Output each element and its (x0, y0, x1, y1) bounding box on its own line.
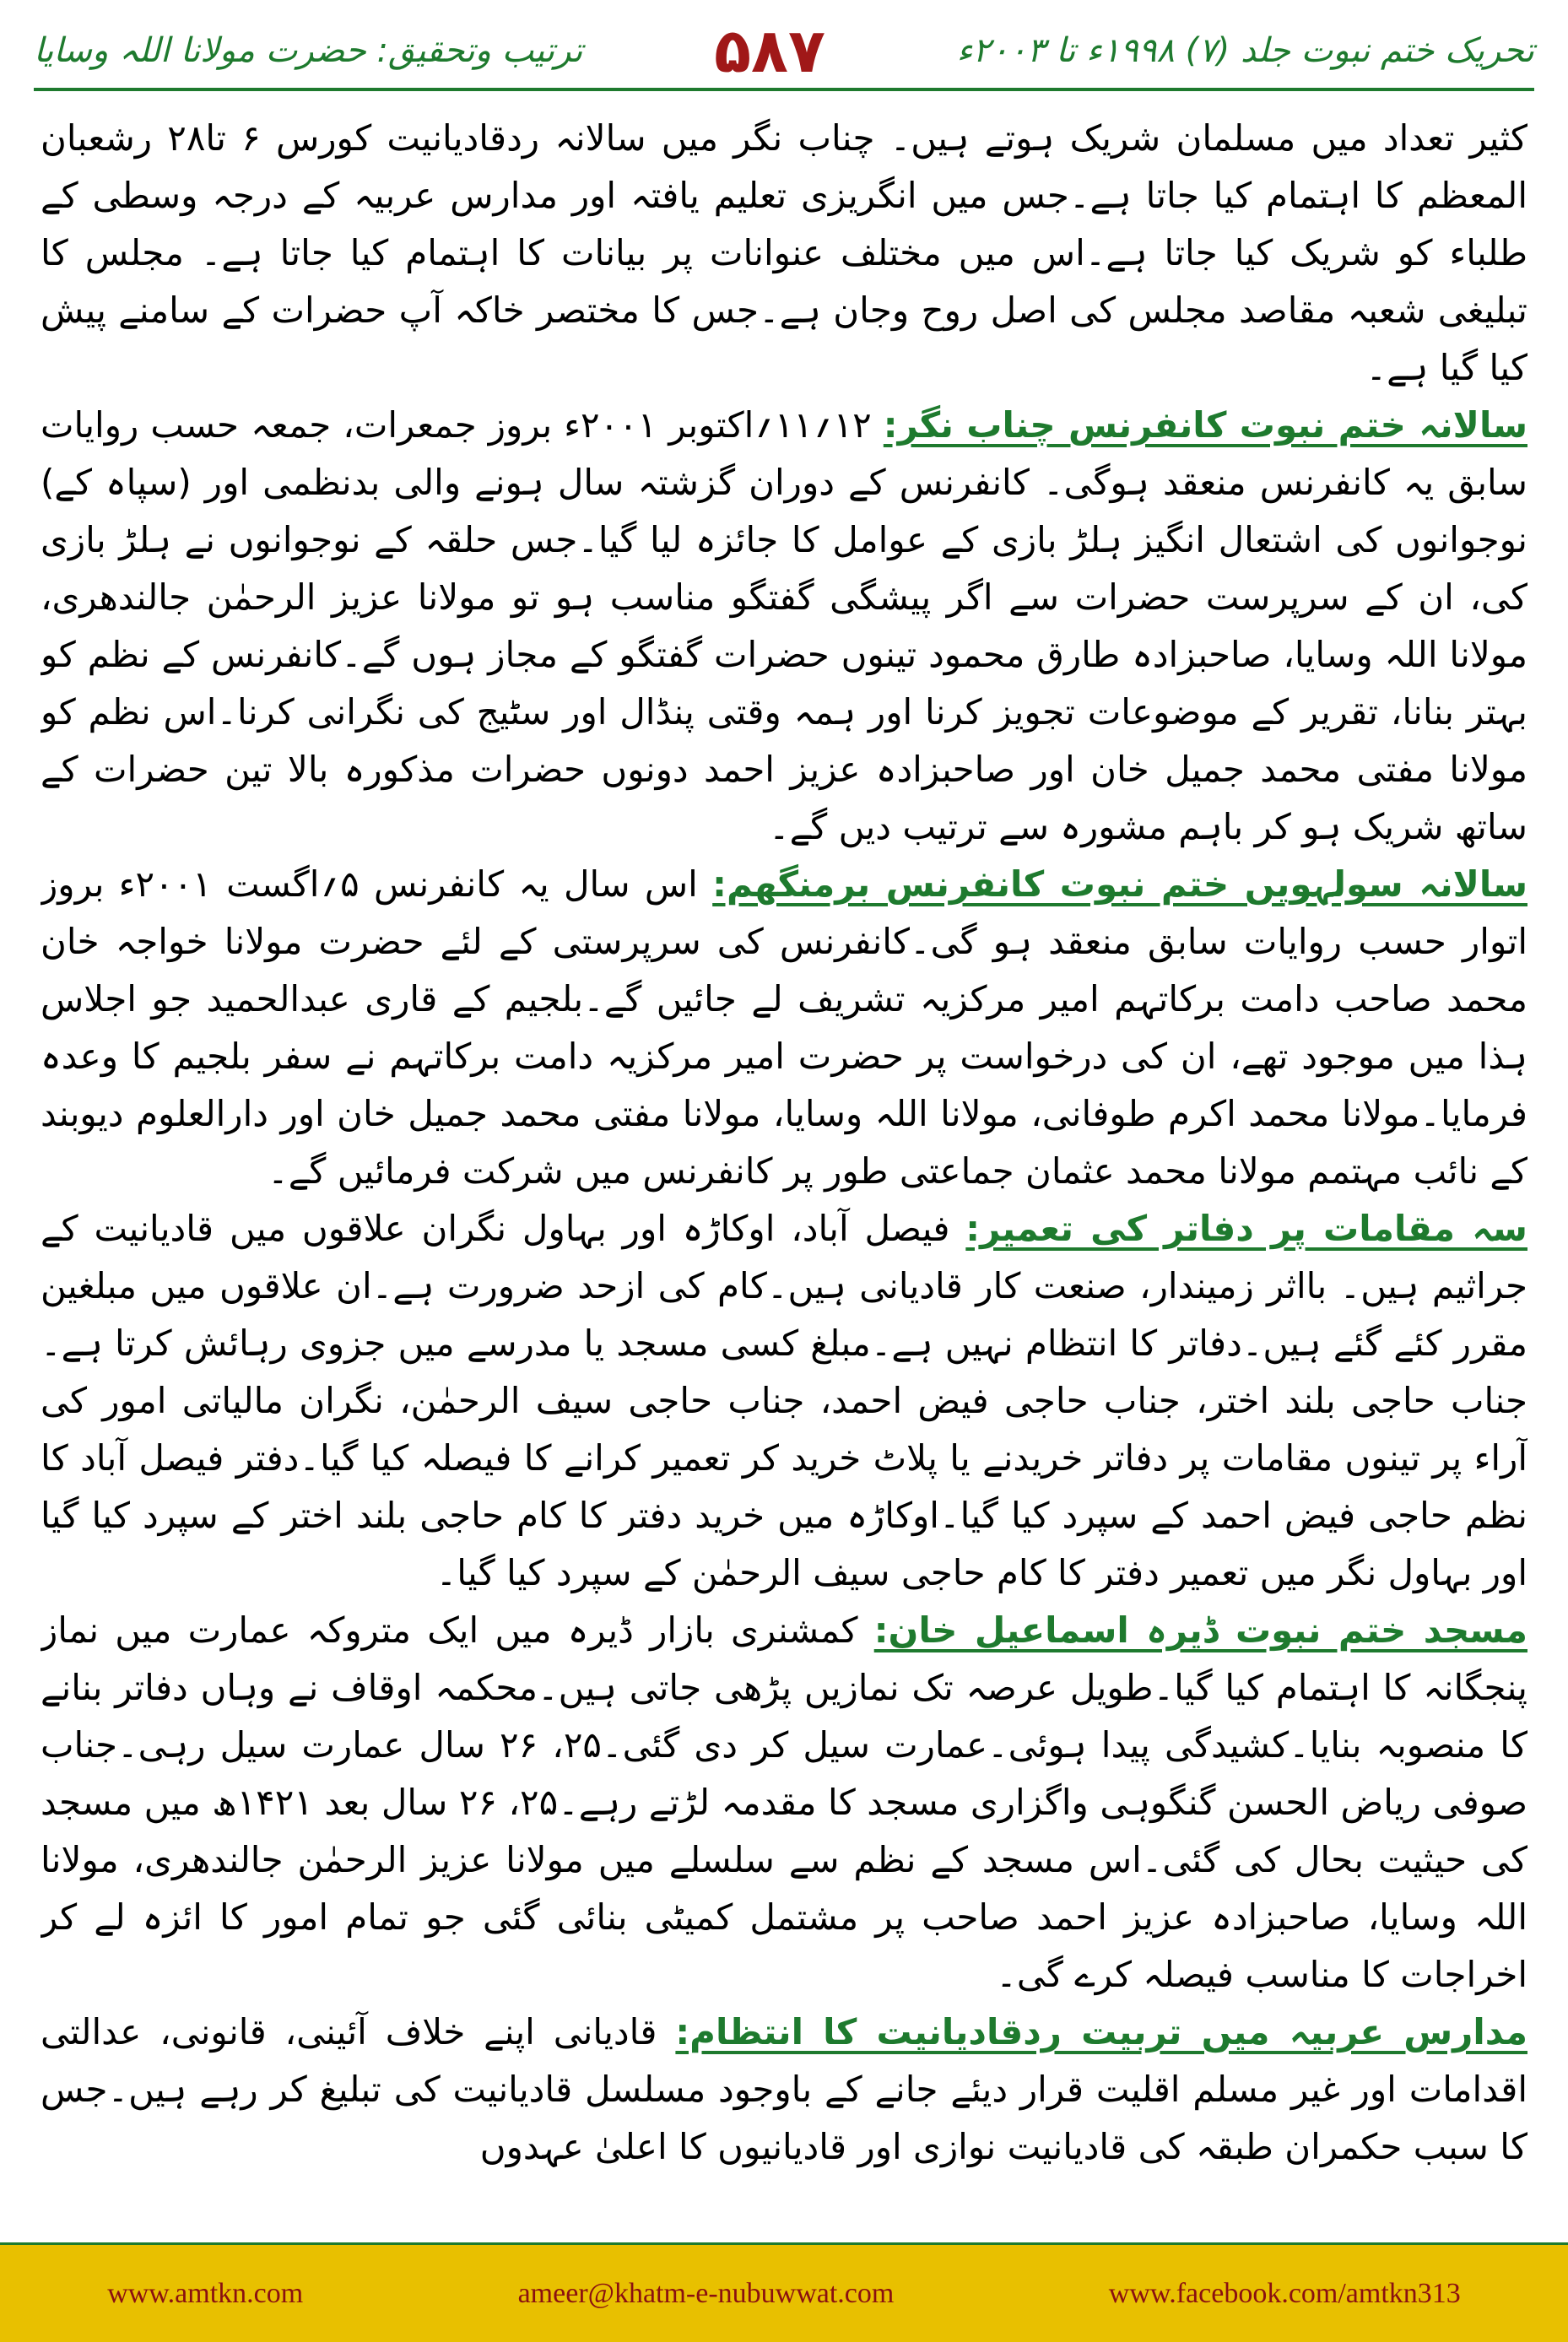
facebook-link[interactable]: www.facebook.com/amtkn313 (1108, 2277, 1461, 2309)
section-heading: مدارس عربیہ میں تربیت ردقادیانیت کا انتظام: (675, 2011, 1527, 2053)
section-heading: مسجد ختم نبوت ڈیرہ اسماعیل خان: (873, 1609, 1527, 1651)
page-footer (0, 2242, 1568, 2342)
section-text: کمشنری بازار ڈیرہ میں ایک متروکہ عمارت میں نماز پنجگانہ کا اہتمام کیا گیا۔طویل عرصہ تک نمازیں پڑھی جاتی ہیں۔محکمہ اوقاف نے وہاں دفاتر بنانے کا منصوبہ بنایا۔کشیدگی پیدا ہوئی۔عمارت سیل کر دی گئی۔۲۵، ۲۶ سال عمارت سیل رہی۔جناب صوفی ریاض الحسن گنگوہی واگزاری مسجد کا مقدمہ لڑتے رہے۔۲۵، ۲۶ سال بعد ۱۴۲۱ھ میں مسجد کی حیثیت بحال کی گئی۔اس مسجد کے نظم سے سلسلے میں مولانا عزیز الرحمٰن جالندھری، مولانا اللہ وسایا، صاحبزادہ عزیز احمد صاحب پر مشتمل کمیٹی بنائی گئی جو تمام امور کا ائزہ لے کر اخراجات کا مناسب فیصلہ کرے گی۔ (41, 1609, 1527, 1995)
intro-paragraph: کثیر تعداد میں مسلمان شریک ہوتے ہیں۔ چناب نگر میں سالانہ ردقادیانیت کورس ۶ تا۲۸ رشعبان المعظم کا اہتمام کیا جاتا ہے۔جس میں انگریزی تعلیم یافتہ اور مدارس عربیہ کے درجہ وسطی کے طلباء کو شریک کیا جاتا ہے۔اس میں مختلف عنوانات پر بیانات کا اہتمام کیا جاتا ہے۔ مجلس کا تبلیغی شعبہ مقاصد مجلس کی اصل روح وجان ہے۔جس کا مختصر خاکہ آپ حضرات کے سامنے پیش کیا گیا ہے۔ (41, 117, 1527, 388)
section-text: قادیانی اپنے خلاف آئینی، قانونی، عدالتی اقدامات اور غیر مسلم اقلیت قرار دیئے جانے کے باوجود مسلسل قادیانیت کی تبلیغ کر رہے ہیں۔جس کا سبب حکمران طبقہ کی قادیانیت نوازی اور قادیانیوں کا اعلیٰ عہدوں (41, 2011, 1527, 2167)
section-text: فیصل آباد، اوکاڑہ اور بہاول نگران علاقوں میں قادیانیت کے جراثیم ہیں۔ بااثر زمیندار، صنعت کار قادیانی ہیں۔کام کی ازحد ضرورت ہے۔ان علاقوں میں مبلغین مقرر کئے گئے ہیں۔دفاتر کا انتظام نہیں ہے۔مبلغ کسی مسجد یا مدرسے میں جزوی رہائش کرتا ہے۔جناب حاجی بلند اختر، جناب حاجی فیض احمد، جناب حاجی سیف الرحمٰن، نگران مالیاتی امور کی آراء پر تینوں مقامات پر دفاتر خریدنے یا پلاٹ خرید کر تعمیر کرانے کا فیصلہ کیا گیا۔دفتر فیصل آباد کا نظم حاجی فیض احمد کے سپرد کیا گیا۔اوکاڑہ میں خرید دفتر کا کام حاجی بلند اختر کے سپرد کیا گیا اور بہاول نگر میں تعمیر دفتر کا کام حاجی سیف الرحمٰن کے سپرد کیا گیا۔ (41, 1208, 1527, 1593)
section-heading: سالانہ سولہویں ختم نبوت کانفرنس برمنگھم: (712, 863, 1527, 905)
header-divider (34, 88, 1534, 91)
section-chenab-nagar-conference (41, 397, 1527, 856)
website-link[interactable]: www.amtkn.com (107, 2277, 304, 2309)
page-header (34, 17, 1534, 84)
section-text: ۱۲؍۱۱؍اکتوبر ۲۰۰۱ء بروز جمعرات، جمعہ حسب روایات سابق یہ کانفرنس منعقد ہوگی۔ کانفرنس کے دوران گزشتہ سال ہونے والی بدنظمی اور (سپاہ کے) نوجوانوں کی اشتعال انگیز ہلڑ بازی کے عوامل کا جائزہ لیا گیا۔جس حلقہ کے نوجوانوں نے ہلڑ بازی کی، ان کے سرپرست حضرات سے اگر پیشگی گفتگو مناسب ہو تو مولانا عزیز الرحمٰن جالندھری، مولانا اللہ وسایا، صاحبزادہ طارق محمود تینوں حضرات گفتگو کے مجاز ہوں گے۔کانفرنس کے نظم کو بہتر بنانا، تقریر کے موضوعات تجویز کرنا اور ہمہ وقتی پنڈال اور سٹیج کی نگرانی کرنا۔اس نظم کو مولانا مفتی محمد جمیل خان اور صاحبزادہ عزیز احمد دونوں حضرات مذکورہ بالا تین حضرات کے ساتھ شریک ہو کر باہم مشورہ سے ترتیب دیں گے۔ (41, 404, 1527, 847)
section-text: اس سال یہ کانفرنس ۵؍اگست ۲۰۰۱ء بروز اتوار حسب روایات سابق منعقد ہو گی۔کانفرنس کی سرپرستی کے لئے حضرت مولانا خواجہ خان محمد صاحب دامت برکاتہم امیر مرکزیہ تشریف لے جائیں گے۔بلجیم کے قاری عبدالحمید جو اجلاس ہذا میں موجود تھے، ان کی درخواست پر حضرت امیر مرکزیہ دامت برکاتہم نے سفر بلجیم کا وعدہ فرمایا۔مولانا محمد اکرم طوفانی، مولانا اللہ وسایا، مولانا مفتی محمد جمیل خان اور دارالعلوم دیوبند کے نائب مہتمم مولانا محمد عثمان جماعتی طور پر کانفرنس میں شرکت فرمائیں گے۔ (41, 863, 1527, 1192)
section-madaris-training (41, 2004, 1527, 2176)
section-heading: سالانہ ختم نبوت کانفرنس چناب نگر: (883, 404, 1527, 446)
page-body (41, 110, 1527, 2215)
section-heading: سہ مقامات پر دفاتر کی تعمیر: (965, 1208, 1527, 1249)
header-book-title: تحریک ختم نبوت جلد (۷) ۱۹۹۸ء تا ۲۰۰۳ء (956, 31, 1534, 70)
section-dera-ismail-khan-mosque (41, 1602, 1527, 2004)
page-number: ۵۸۷ (714, 15, 825, 86)
section-birmingham-conference (41, 856, 1527, 1200)
section-offices-construction (41, 1200, 1527, 1602)
email-link[interactable]: ameer@khatm-e-nubuwwat.com (517, 2277, 895, 2309)
header-editor-credit: ترتیب وتحقیق: حضرت مولانا اللہ وسایا (34, 31, 583, 70)
